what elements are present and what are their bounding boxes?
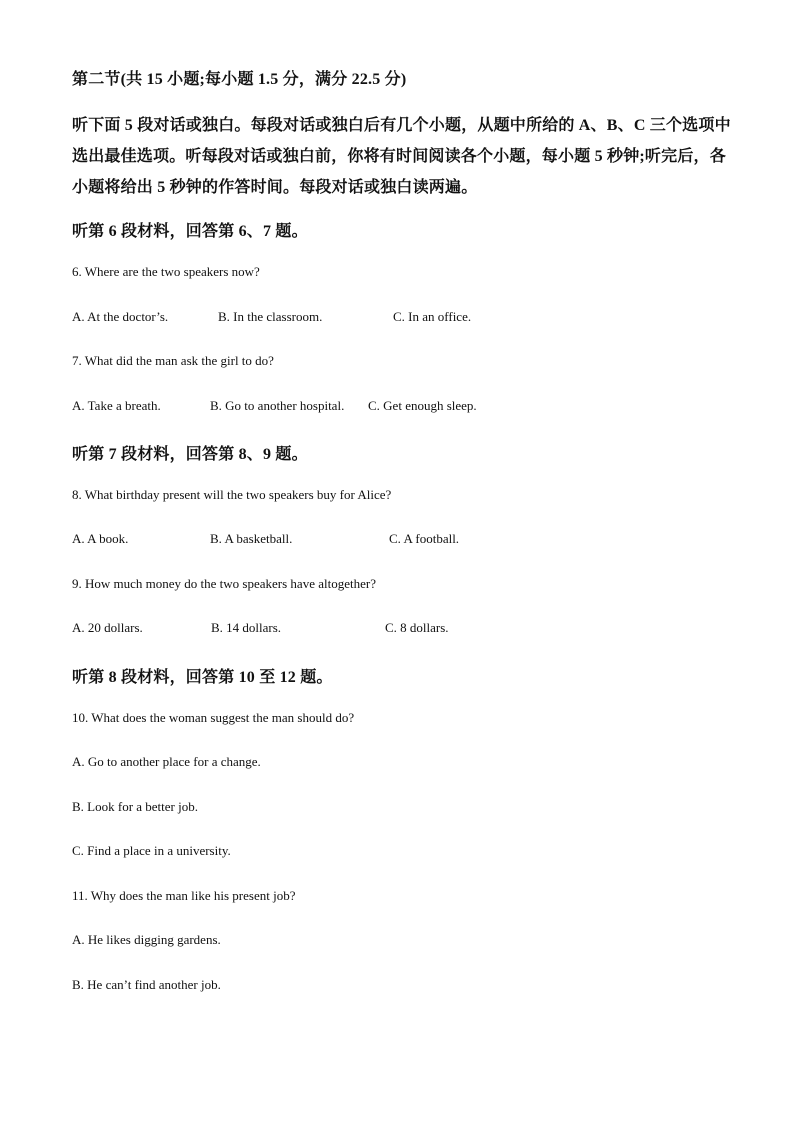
- option-row: [72, 531, 732, 549]
- option-a: A. He likes digging gardens.: [72, 932, 221, 947]
- group-heading: 听第 8 段材料，回答第 10 至 12 题。: [72, 669, 333, 686]
- option-a: A. Go to another place for a change.: [72, 754, 261, 769]
- option-a: A. At the doctor’s.: [72, 309, 169, 324]
- option-c: C. A football.: [389, 531, 460, 546]
- group-heading: 听第 7 段材料，回答第 8、9 题。: [72, 446, 308, 463]
- option-c: C. Get enough sleep.: [368, 398, 477, 413]
- option-a: A. 20 dollars.: [72, 620, 143, 635]
- option-c: C. In an office.: [393, 309, 472, 324]
- instruction-line: 选出最佳选项。听每段对话或独白前，你将有时间阅读各个小题，每小题 5 秒钟;听完后，各: [72, 148, 726, 165]
- option-row: [72, 398, 732, 416]
- question-stem: 6. Where are the two speakers now?: [72, 264, 260, 279]
- option-row: [72, 309, 732, 327]
- option-row: [72, 620, 732, 638]
- option-a: A. A book.: [72, 531, 129, 546]
- section-title: 第二节(共 15 小题;每小题 1.5 分，满分 22.5 分): [72, 71, 407, 88]
- instruction-line: 小题将给出 5 秒钟的作答时间。每段对话或独白读两遍。: [72, 179, 478, 196]
- question-stem: 7. What did the man ask the girl to do?: [72, 353, 274, 368]
- option-b: B. He can’t find another job.: [72, 977, 221, 992]
- group-heading: 听第 6 段材料，回答第 6、7 题。: [72, 223, 308, 240]
- option-b: B. Go to another hospital.: [210, 398, 345, 413]
- option-b: B. In the classroom.: [218, 309, 323, 324]
- question-stem: 8. What birthday present will the two speakers buy for Alice?: [72, 487, 392, 502]
- question-stem: 11. Why does the man like his present job?: [72, 888, 296, 903]
- question-stem: 10. What does the woman suggest the man should do?: [72, 710, 355, 725]
- option-b: B. A basketball.: [210, 531, 293, 546]
- option-b: B. 14 dollars.: [211, 620, 282, 635]
- option-c: C. 8 dollars.: [385, 620, 449, 635]
- question-stem: 9. How much money do the two speakers have altogether?: [72, 576, 376, 591]
- option-b: B. Look for a better job.: [72, 799, 198, 814]
- option-c: C. Find a place in a university.: [72, 843, 231, 858]
- option-a: A. Take a breath.: [72, 398, 161, 413]
- instruction-line: 听下面 5 段对话或独白。每段对话或独白后有几个小题，从题中所给的 A、B、C 三个选项中: [72, 117, 731, 134]
